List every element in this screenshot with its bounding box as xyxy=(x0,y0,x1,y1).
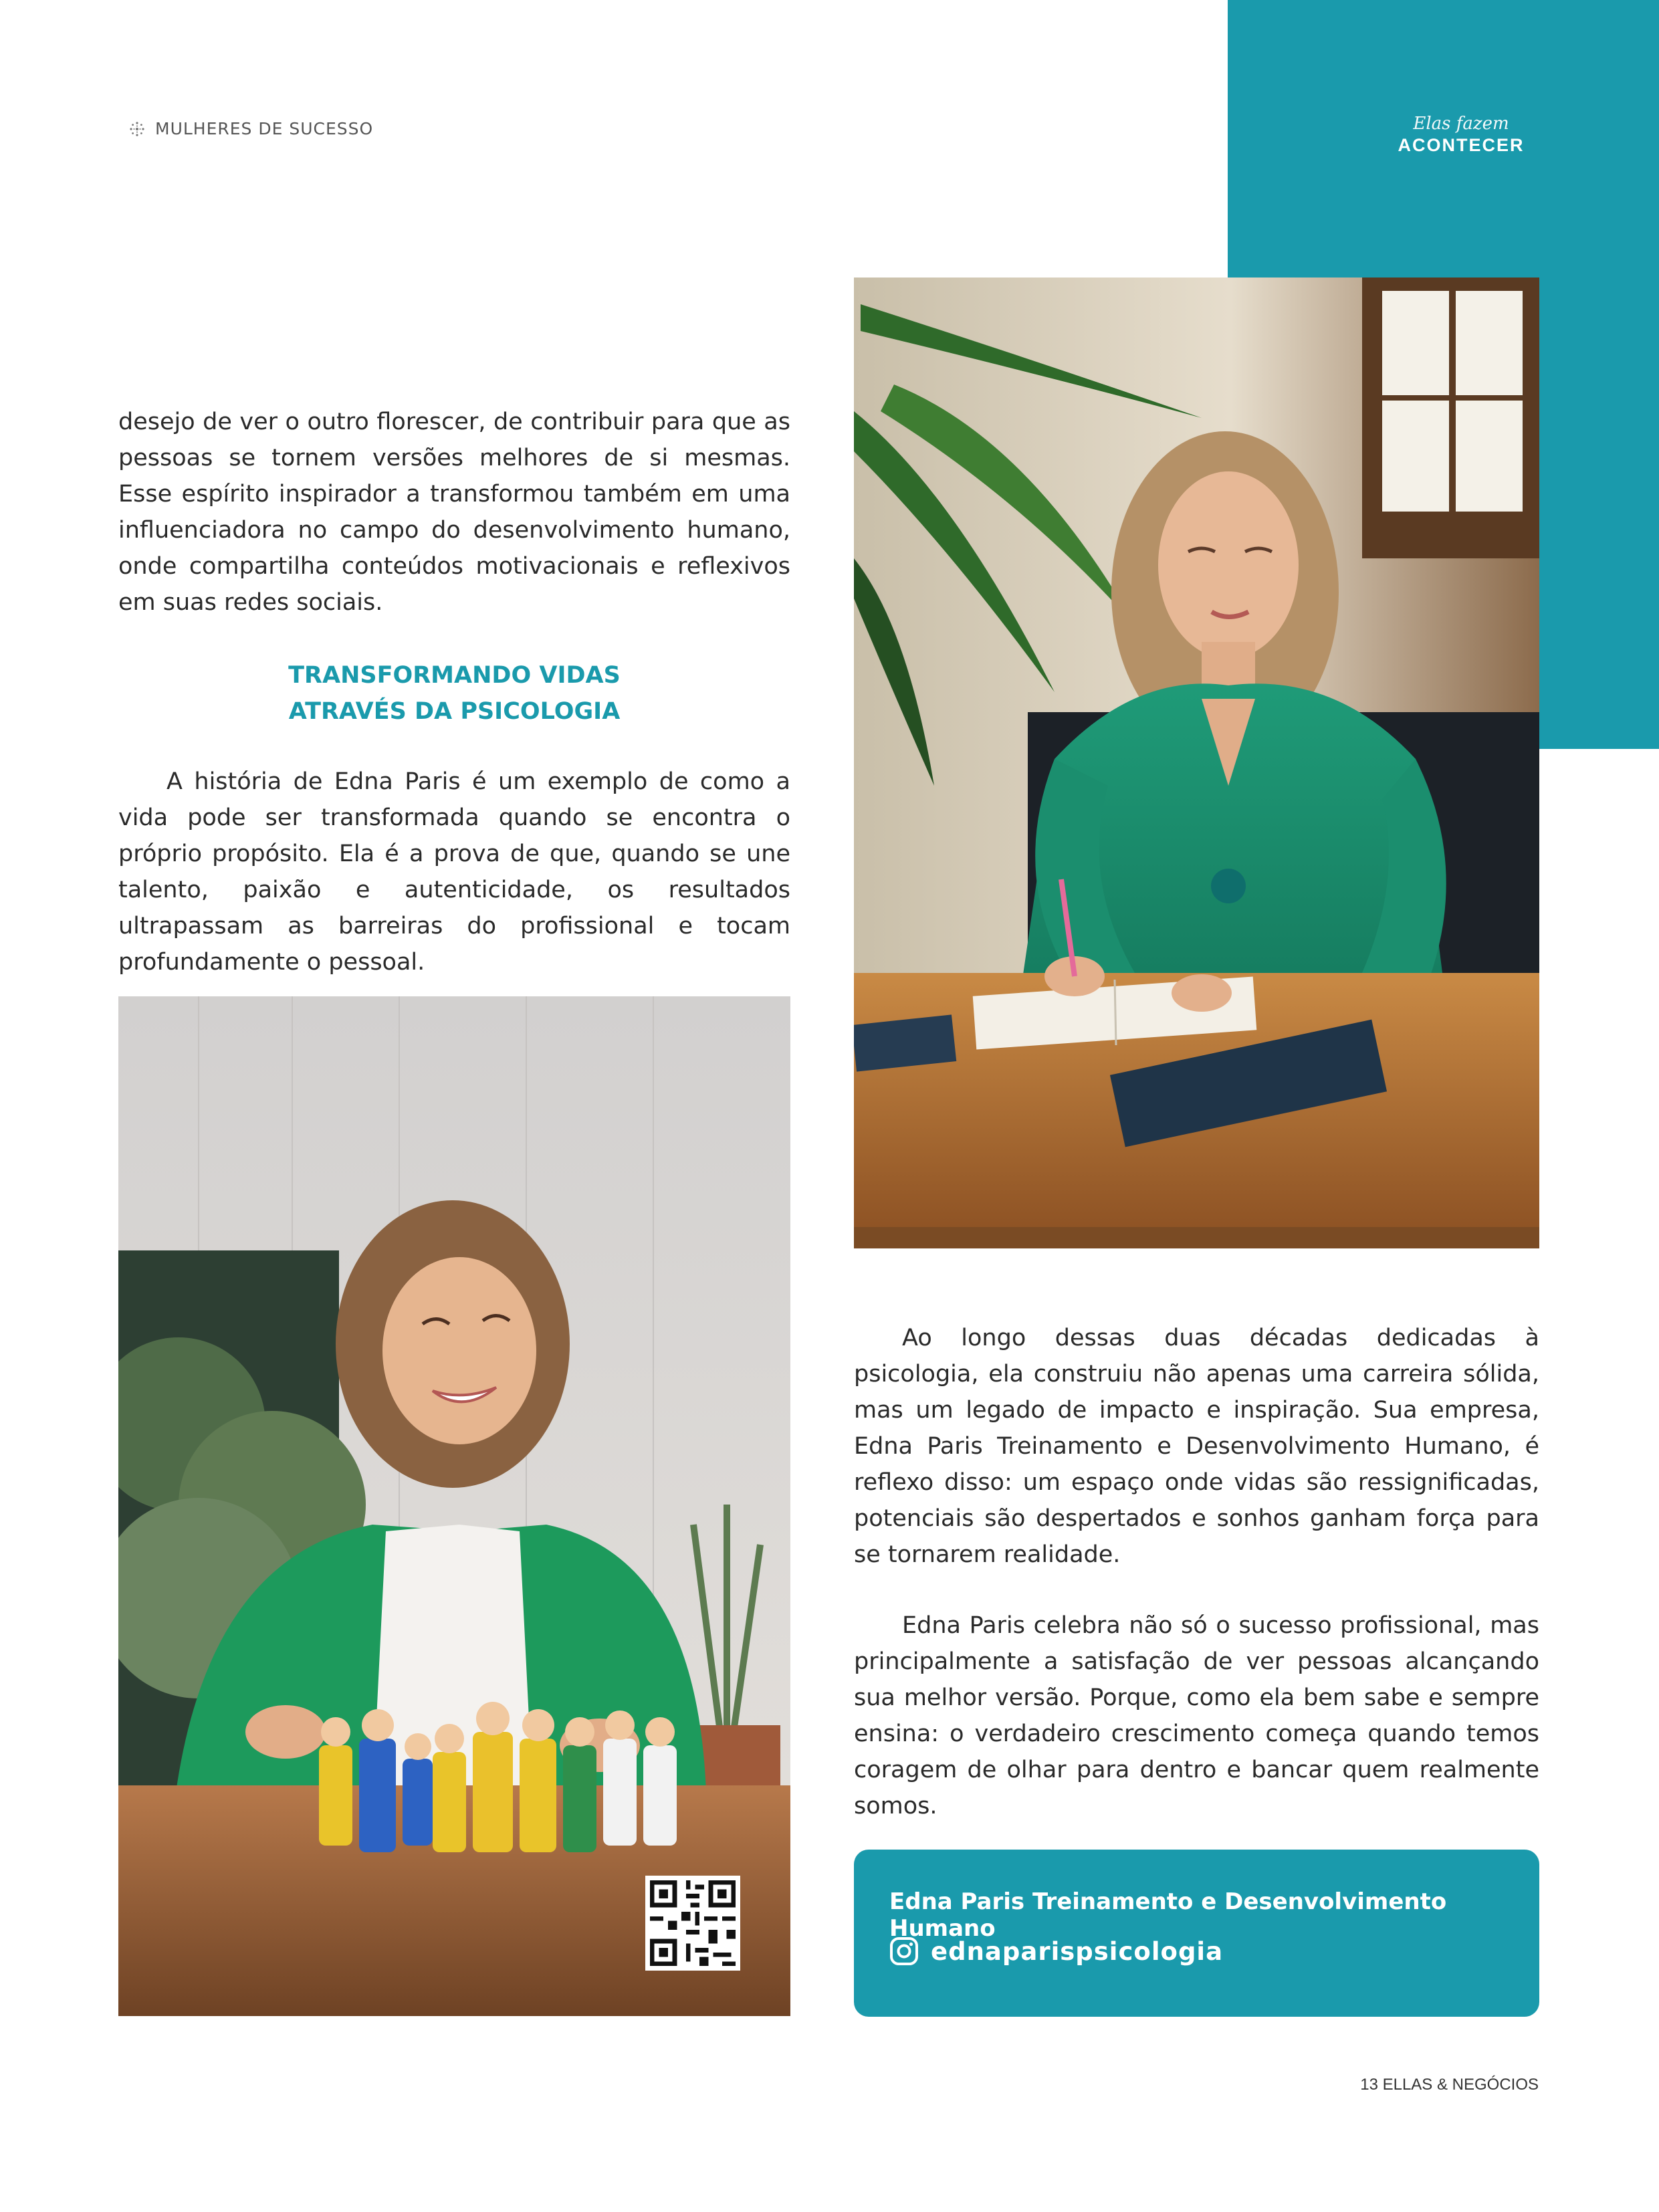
brand-main-text: ACONTECER xyxy=(1398,135,1525,155)
instagram-icon xyxy=(889,1937,919,1966)
instagram-handle: ednaparispsicologia xyxy=(931,1937,1224,1966)
paragraph-decades xyxy=(854,1320,1539,1573)
page-footer: 13 ELLAS & NEGÓCIOS xyxy=(1360,2076,1539,2094)
section-header xyxy=(128,119,373,138)
paragraph-continued xyxy=(118,404,790,621)
paragraph-celebrates xyxy=(854,1608,1539,1824)
subheading-line-2: ATRAVÉS DA PSICOLOGIA xyxy=(288,698,621,725)
paragraph-celebrates-text: Edna Paris celebra não só o sucesso profissional, mas principalmente a satisfação de ver pessoas alcançando sua melhor versão. Porque, como ela bem sabe e sempre ensina: o verdadeiro crescimento começa quando temos coragem de olhar para dentro e bancar quem realmente somos. xyxy=(854,1612,1539,1819)
paragraph-history xyxy=(118,764,790,980)
photo-signing-book xyxy=(854,278,1539,1248)
instagram-link[interactable] xyxy=(889,1937,1223,1966)
dotted-circle-icon xyxy=(128,120,146,138)
paragraph-decades-text: Ao longo dessas duas décadas dedicadas à psicologia, ela construiu não apenas uma carreira sólida, mas um legado de impacto e inspiração. Sua empresa, Edna Paris Treinamento e Desenvolvimento Humano, é reflexo disso: um espaço onde vidas são ressignificadas, potenciais são despertados e sonhos ganham força para se tornarem realidade. xyxy=(854,1325,1539,1568)
paragraph-continued-text: desejo de ver o outro florescer, de contribuir para que as pessoas se tornem versões melhores de si mesmas. Esse espírito inspirador a transformou também em uma influenciadora no campo do desenvolvimento humano, onde compartilha conteúdos motivacionais e reflexivos em suas redes sociais. xyxy=(118,409,790,616)
brand-script-text: Elas fazem xyxy=(1413,114,1509,134)
contact-company-name: Edna Paris Treinamento e Desenvolvimento Humano xyxy=(889,1888,1447,1942)
section-label: MULHERES DE SUCESSO xyxy=(155,119,374,138)
subheading-line-1: TRANSFORMANDO VIDAS xyxy=(288,662,621,689)
contact-box xyxy=(854,1850,1539,2017)
brand-mark xyxy=(1364,114,1558,156)
paragraph-history-text: A história de Edna Paris é um exemplo de como a vida pode ser transformada quando se encontra o próprio propósito. Ela é a prova de que, quando se une talento, paixão e autenticidade, os resultados ultrapassam as barreiras do profissional e tocam profundamente o pessoal. xyxy=(118,768,790,976)
qr-code[interactable] xyxy=(645,1876,740,1971)
photo-smiling-with-figures xyxy=(118,996,790,2016)
subheading xyxy=(118,657,790,730)
